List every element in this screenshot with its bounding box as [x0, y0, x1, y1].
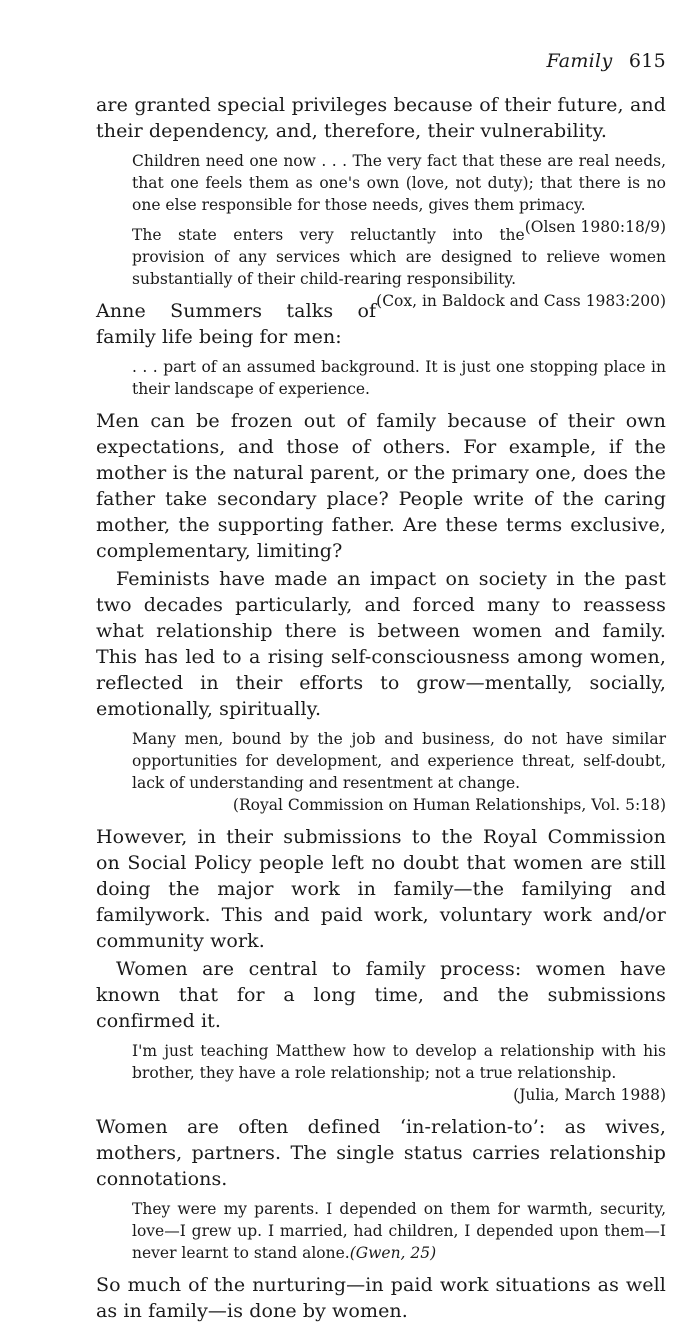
quote-text: . . . part of an assumed background. It is just one stopping place in their landscape of experience.: [132, 358, 666, 398]
quote-citation: (Cox, in Baldock and Cass 1983:200): [376, 292, 666, 310]
block-quote-julia: [132, 1040, 666, 1106]
quote-text: I'm just teaching Matthew how to develop a relationship with his brother, they have a role relationship; not a true relationship.: [132, 1042, 666, 1082]
quote-text: Children need one now . . . The very fact that these are real needs, that one feels them as one's own (love, not duty); that there is no one else responsible for those needs, gives them primacy.: [132, 152, 666, 214]
paragraph-men-frozen-out: Men can be frozen out of family because of their own expectations, and those of others. For example, if the mother is the natural parent, or the primary one, does the father take secondary place? People write of the caring mother, the supporting father. Are these terms exclusive, complementary, limiting?: [96, 410, 666, 562]
block-quote-royal-commission: [132, 728, 666, 816]
block-quote-summers: [132, 356, 666, 400]
block-quote-olsen: [132, 150, 666, 236]
section-title: Family: [546, 50, 613, 72]
quote-citation: (Royal Commission on Human Relationships, Vol. 5:18): [232, 796, 666, 814]
quote-citation: (Gwen, 25): [349, 1244, 437, 1262]
paragraph-nurturing: So much of the nurturing—in paid work situations as well as in family—is done by women.: [96, 1274, 666, 1322]
paragraph-submissions: However, in their submissions to the Royal Commission on Social Policy people left no doubt that women are still doing the major work in family—the familying and familywork. This and paid work, voluntary work and/or community work.: [96, 826, 666, 952]
running-header: [547, 50, 666, 72]
paragraph-summers: Anne Summers talks of family life being for men:: [96, 300, 377, 348]
page-body: [96, 92, 666, 1326]
paragraph-in-relation-to: Women are often defined ‘in-relation-to’: as wives, mothers, partners. The single status carries relationship connotations.: [96, 1116, 666, 1190]
page-number: 615: [628, 50, 666, 72]
quote-text: The state enters very reluctantly into the provision of any services which are designed to relieve women substantially of their child-rearing responsibility.: [132, 226, 666, 288]
block-quote-gwen: [132, 1198, 666, 1264]
paragraph-continued: are granted special privileges because of their future, and their dependency, and, therefore, their vulnerability.: [96, 94, 666, 142]
paragraph-women-central: Women are central to family process: women have known that for a long time, and the submissions confirmed it.: [96, 958, 666, 1032]
quote-citation: (Olsen 1980:18/9): [524, 218, 666, 236]
quote-text: They were my parents. I depended on them for warmth, security, love—I grew up. I married, had children, I depended upon them—I never learnt to stand alone.: [132, 1200, 666, 1262]
quote-text: Many men, bound by the job and business, do not have similar opportunities for development, and experience threat, self-doubt, lack of understanding and resentment at change.: [132, 730, 666, 792]
quote-citation: (Julia, March 1988): [513, 1086, 666, 1104]
paragraph-feminists: Feminists have made an impact on society in the past two decades particularly, and forced many to reassess what relationship there is between women and family. This has led to a rising self-consciousness among women, reflected in their efforts to grow—mentally, socially, emotionally, spiritually.: [96, 568, 666, 720]
